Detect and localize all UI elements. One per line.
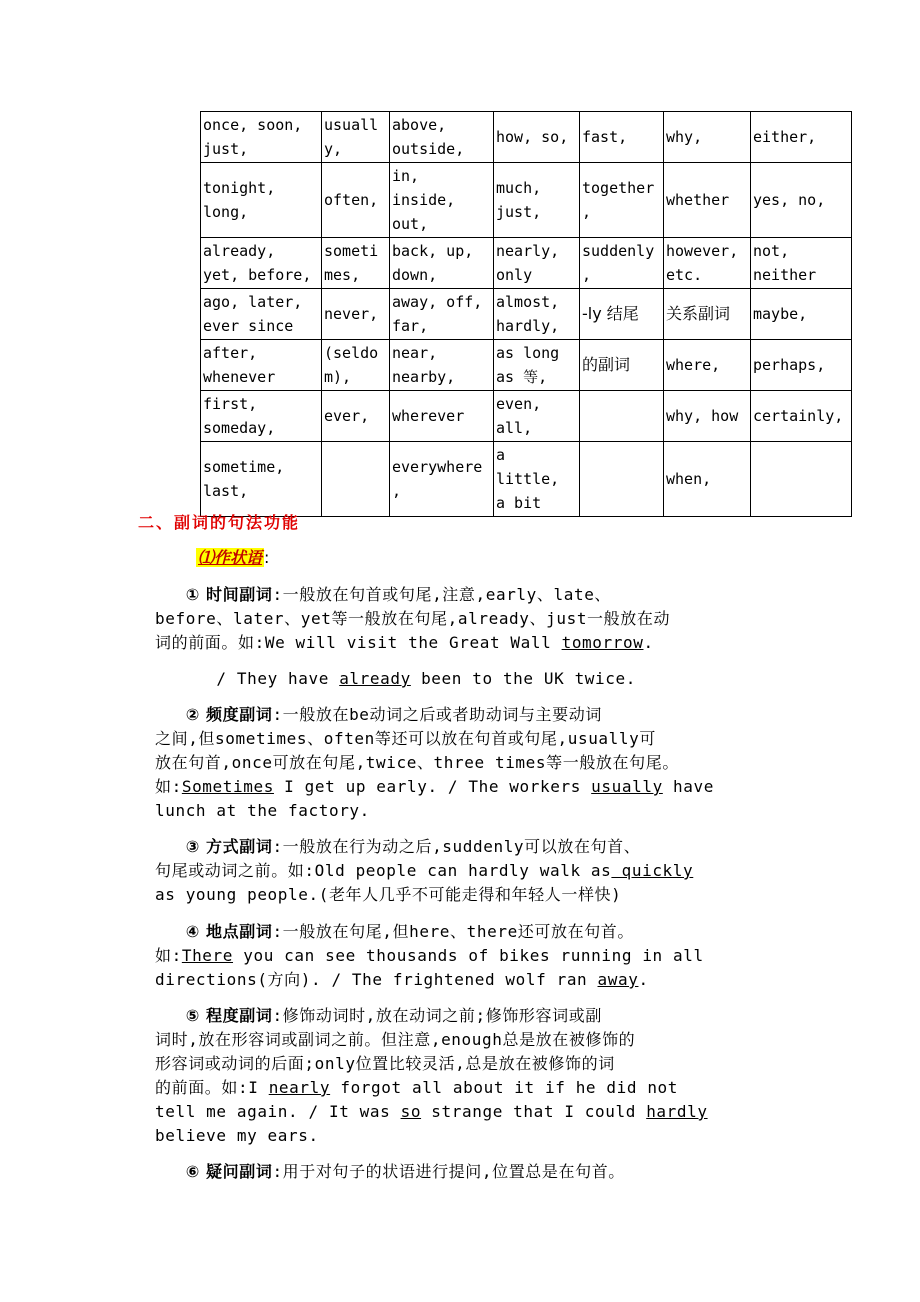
table-cell — [322, 442, 390, 517]
table-cell: yes, no, — [751, 163, 852, 238]
text-line: 词时,放在形容词或副词之前。但注意,enough总是放在被修饰的 — [155, 1030, 636, 1049]
table-cell: in, inside, out, — [390, 163, 494, 238]
table-cell: how, so, — [494, 112, 580, 163]
paragraph-degree-adverbs — [155, 1004, 785, 1148]
table-cell: sometime, last, — [201, 442, 322, 517]
table-row — [201, 391, 852, 442]
table-cell: ever, — [322, 391, 390, 442]
text-run: 如: — [155, 946, 182, 965]
table-cell: why, — [664, 112, 751, 163]
table-row — [201, 340, 852, 391]
table-cell: first, someday, — [201, 391, 322, 442]
item-heading: 地点副词 — [206, 922, 273, 941]
table-cell: usuall y, — [322, 112, 390, 163]
paragraph-frequency-adverbs — [155, 703, 785, 823]
text-line: lunch at the factory. — [155, 801, 370, 820]
table-row — [201, 163, 852, 238]
text-run: I get up early. / The workers — [273, 777, 592, 796]
table-cell: ago, later, ever since — [201, 289, 322, 340]
item-heading: 程度副词 — [206, 1006, 273, 1025]
paragraph-manner-adverbs — [155, 835, 785, 907]
table-cell: maybe, — [751, 289, 852, 340]
table-row — [201, 289, 852, 340]
table-cell: once, soon, just, — [201, 112, 322, 163]
paragraph-place-adverbs — [155, 920, 785, 992]
table-cell: even, all, — [494, 391, 580, 442]
item-number: ① — [185, 585, 200, 604]
text-run: 词的前面。如:We will visit the Great Wall — [155, 633, 562, 652]
table-cell: together , — [580, 163, 664, 238]
underlined-word: quickly — [611, 861, 694, 880]
text-run: tell me again. / It was — [155, 1102, 401, 1121]
table-cell: -ly 结尾 — [580, 289, 664, 340]
table-cell: certainly, — [751, 391, 852, 442]
underlined-word: usually — [591, 777, 663, 796]
table-cell: nearly, only — [494, 238, 580, 289]
section-heading: 二、副词的句法功能 — [138, 513, 301, 532]
table-row — [201, 238, 852, 289]
table-cell: near, nearby, — [390, 340, 494, 391]
item-heading: 频度副词 — [206, 705, 273, 724]
underlined-word: tomorrow — [561, 633, 644, 652]
item-heading: 疑问副词 — [206, 1162, 273, 1181]
table-cell — [751, 442, 852, 517]
text-line: believe my ears. — [155, 1126, 319, 1145]
text-line: as young people.(老年人几乎不可能走得和年轻人一样快) — [155, 885, 622, 904]
text-run: / They have — [216, 669, 340, 688]
table-cell: a little, a bit — [494, 442, 580, 517]
subheading — [196, 545, 269, 568]
item-number: ② — [185, 705, 200, 724]
underlined-word: nearly — [268, 1078, 331, 1097]
text-line: before、later、yet等一般放在句尾,already、just一般放在动 — [155, 609, 671, 628]
table-cell: 的副词 — [580, 340, 664, 391]
table-cell: not, neither — [751, 238, 852, 289]
underlined-word: already — [339, 669, 411, 688]
table-cell — [580, 391, 664, 442]
text-run: have — [662, 777, 714, 796]
item-heading: 时间副词 — [206, 585, 273, 604]
item-number: ⑥ — [185, 1162, 200, 1181]
subheading-colon: : — [264, 548, 270, 567]
table-cell: tonight, long, — [201, 163, 322, 238]
text-line: 之间,但sometimes、often等还可以放在句首或句尾,usually可 — [155, 729, 656, 748]
text-line: :修饰动词时,放在动词之前;修饰形容词或副 — [272, 1006, 602, 1025]
table-cell: back, up, down, — [390, 238, 494, 289]
text-run: directions(方向). / The frightened wolf ran — [155, 970, 598, 989]
table-cell: above, outside, — [390, 112, 494, 163]
table-cell: as long as 等, — [494, 340, 580, 391]
table-cell: already, yet, before, — [201, 238, 322, 289]
table-cell: almost, hardly, — [494, 289, 580, 340]
text-run: you can see thousands of bikes running in all — [233, 946, 704, 965]
underlined-word: There — [181, 946, 234, 965]
table-cell: much, just, — [494, 163, 580, 238]
table-cell: however, etc. — [664, 238, 751, 289]
table-cell: (seldo m), — [322, 340, 390, 391]
table-cell: perhaps, — [751, 340, 852, 391]
text-run: . — [643, 633, 654, 652]
text-run: strange that I could — [421, 1102, 647, 1121]
paragraph-interrogative-adverbs — [155, 1160, 785, 1184]
underlined-word: Sometimes — [181, 777, 274, 796]
underlined-word: so — [400, 1102, 422, 1121]
table-row — [201, 442, 852, 517]
table-cell: 关系副词 — [664, 289, 751, 340]
adverb-table — [200, 111, 852, 517]
text-run: 句尾或动词之前。如:Old people can hardly walk as — [155, 861, 612, 880]
table-cell: either, — [751, 112, 852, 163]
text-run: forgot all about it if he did not — [330, 1078, 679, 1097]
table-cell: everywhere , — [390, 442, 494, 517]
table-cell: wherever — [390, 391, 494, 442]
table-cell: why, how — [664, 391, 751, 442]
paragraph-time-adverbs — [155, 583, 785, 655]
table-cell: never, — [322, 289, 390, 340]
item-number: ④ — [185, 922, 200, 941]
text-run: been to the UK twice. — [410, 669, 636, 688]
item-number: ⑤ — [185, 1006, 200, 1025]
text-line: :一般放在句尾,但here、there还可放在句首。 — [272, 922, 634, 941]
text-line: :一般放在句首或句尾,注意,early、late、 — [272, 585, 612, 604]
table-cell: someti mes, — [322, 238, 390, 289]
underlined-word: hardly — [646, 1102, 708, 1121]
table-cell: often, — [322, 163, 390, 238]
text-run: 的前面。如:I — [155, 1078, 269, 1097]
subheading-label: 作状语 — [214, 548, 263, 567]
table-cell — [580, 442, 664, 517]
text-line: 放在句首,once可放在句尾,twice、three times等一般放在句尾。 — [155, 753, 679, 772]
item-heading: 方式副词 — [206, 837, 273, 856]
underlined-word: away — [597, 970, 639, 989]
text-run: 如: — [155, 777, 182, 796]
table-cell: where, — [664, 340, 751, 391]
paragraph-time-example — [155, 667, 785, 691]
table-cell: whether — [664, 163, 751, 238]
text-run: . — [638, 970, 649, 989]
subheading-number: ⑴ — [198, 548, 215, 567]
table-row — [201, 112, 852, 163]
text-line: 形容词或动词的后面;only位置比较灵活,总是放在被修饰的词 — [155, 1054, 615, 1073]
table-cell: after, whenever — [201, 340, 322, 391]
text-line: :用于对句子的状语进行提问,位置总是在句首。 — [272, 1162, 625, 1181]
table-cell: when, — [664, 442, 751, 517]
table-cell: suddenly , — [580, 238, 664, 289]
item-number: ③ — [185, 837, 200, 856]
table-cell: fast, — [580, 112, 664, 163]
text-line: :一般放在be动词之后或者助动词与主要动词 — [272, 705, 602, 724]
table-cell: away, off, far, — [390, 289, 494, 340]
text-line: :一般放在行为动之后,suddenly可以放在句首、 — [272, 837, 641, 856]
